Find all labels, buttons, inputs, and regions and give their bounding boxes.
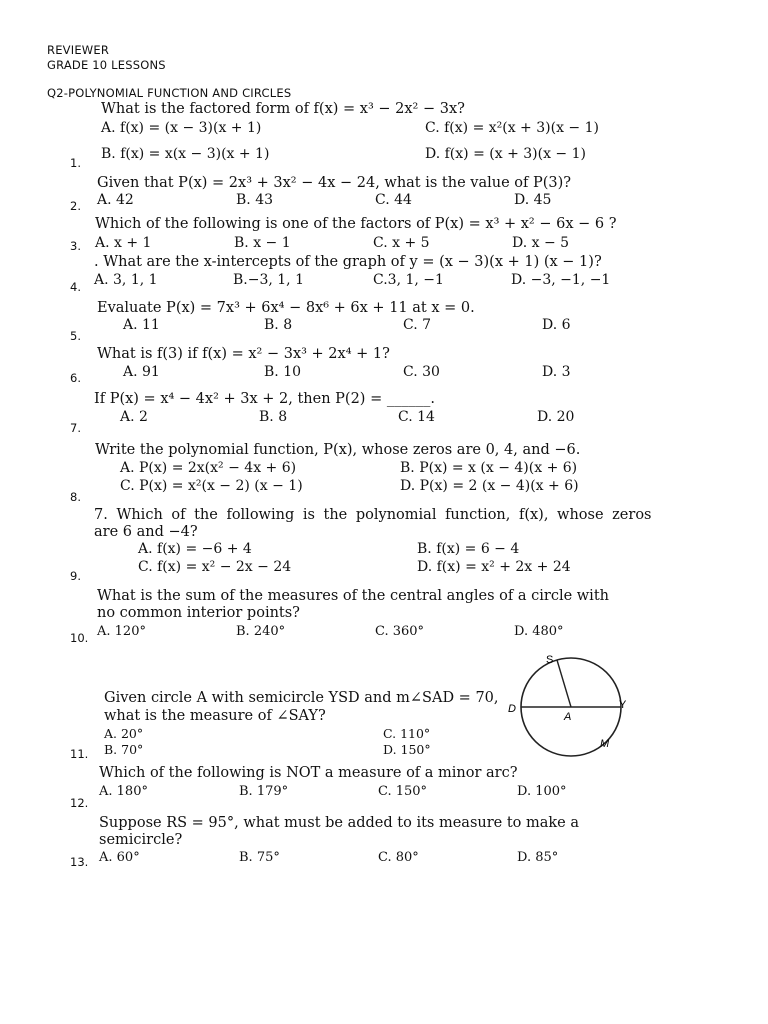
circle-figure <box>500 648 645 760</box>
q13-option-a: A. 60° <box>99 850 140 865</box>
q4-stem: . What are the x-intercepts of the graph of y = (x − 3)(x + 1) (x − 1)? <box>94 254 602 270</box>
q12-option-a: A. 180° <box>99 784 148 799</box>
q5-option-a: A. 11 <box>123 317 160 333</box>
header-grade: GRADE 10 LESSONS <box>47 58 166 72</box>
q10-option-c: C. 360° <box>375 624 425 639</box>
q1-option-a: A. f(x) = (x − 3)(x + 1) <box>101 120 262 136</box>
q5-option-c: C. 7 <box>403 317 432 333</box>
q10-stem: What is the sum of the measures of the central angles of a circle with <box>97 588 609 604</box>
q1-option-c: C. f(x) = x²(x + 3)(x − 1) <box>425 120 599 136</box>
q11-stem-cont: what is the measure of ∠SAY? <box>104 708 326 724</box>
q2-option-c: C. 44 <box>375 192 412 208</box>
q6-option-d: D. 3 <box>542 364 571 380</box>
q9-option-c: C. f(x) = x² − 2x − 24 <box>138 559 292 575</box>
q3-number: 3. <box>70 239 81 253</box>
q13-option-b: B. 75° <box>239 850 280 865</box>
q7-number: 7. <box>70 421 81 435</box>
q11-number: 11. <box>70 747 89 761</box>
q10-option-a: A. 120° <box>97 624 146 639</box>
q7-option-a: A. 2 <box>120 409 148 425</box>
q3-option-b: B. x − 1 <box>234 235 291 251</box>
q2-option-b: B. 43 <box>236 192 274 208</box>
q12-number: 12. <box>70 796 89 810</box>
q9-option-b: B. f(x) = 6 − 4 <box>417 541 520 557</box>
q2-option-d: D. 45 <box>514 192 552 208</box>
q11-option-d: D. 150° <box>383 742 431 757</box>
q3-option-c: C. x + 5 <box>373 235 430 251</box>
q5-number: 5. <box>70 329 81 343</box>
q6-option-c: C. 30 <box>403 364 440 380</box>
q10-number: 10. <box>70 631 89 645</box>
label-y: Y <box>619 699 627 711</box>
q8-stem: Write the polynomial function, P(x), whose zeros are 0, 4, and −6. <box>95 442 581 458</box>
q7-option-b: B. 8 <box>259 409 288 425</box>
q10-option-d: D. 480° <box>514 624 564 639</box>
q1-stem: What is the factored form of f(x) = x³ − 2x² − 3x? <box>101 101 465 117</box>
q3-stem: Which of the following is one of the factors of P(x) = x³ + x² − 6x − 6 ? <box>95 216 617 232</box>
q4-number: 4. <box>70 280 81 294</box>
q8-option-a: A. P(x) = 2x(x² − 4x + 6) <box>120 460 297 476</box>
q12-option-c: C. 150° <box>378 784 428 799</box>
q8-option-c: C. P(x) = x²(x − 2) (x − 1) <box>120 478 303 494</box>
q12-stem: Which of the following is NOT a measure of a minor arc? <box>99 765 518 781</box>
q9-option-a: A. f(x) = −6 + 4 <box>138 541 252 557</box>
q4-option-d: D. −3, −1, −1 <box>511 272 611 288</box>
q11-option-c: C. 110° <box>383 726 431 741</box>
q11-option-a: A. 20° <box>104 726 144 741</box>
q8-option-b: B. P(x) = x (x − 4)(x + 6) <box>400 460 578 476</box>
q8-number: 8. <box>70 490 81 504</box>
q12-option-b: B. 179° <box>239 784 289 799</box>
q13-number: 13. <box>70 855 89 869</box>
q13-stem: Suppose RS = 95°, what must be added to its measure to make a <box>99 815 580 831</box>
q6-option-a: A. 91 <box>123 364 160 380</box>
q8-option-d: D. P(x) = 2 (x − 4)(x + 6) <box>400 478 579 494</box>
q9-option-d: D. f(x) = x² + 2x + 24 <box>417 559 571 575</box>
q11-stem: Given circle A with semicircle YSD and m∠SAD = 70, <box>104 690 499 706</box>
q9-number: 9. <box>70 569 81 583</box>
q1-option-b: B. f(x) = x(x − 3)(x + 1) <box>101 146 270 162</box>
q1-option-d: D. f(x) = (x + 3)(x − 1) <box>425 146 586 162</box>
q7-stem: If P(x) = x⁴ − 4x² + 3x + 2, then P(2) = ______. <box>94 391 435 407</box>
radius-as <box>557 660 571 707</box>
header-topic: Q2-POLYNOMIAL FUNCTION AND CIRCLES <box>47 86 292 100</box>
q6-option-b: B. 10 <box>264 364 302 380</box>
label-a: A <box>564 711 572 723</box>
q3-option-a: A. x + 1 <box>95 235 152 251</box>
q11-option-b: B. 70° <box>104 742 144 757</box>
q2-number: 2. <box>70 199 81 213</box>
q4-option-c: C.3, 1, −1 <box>373 272 444 288</box>
label-s: S <box>546 654 554 666</box>
label-m: M <box>600 738 610 750</box>
q4-option-b: B.−3, 1, 1 <box>233 272 304 288</box>
q13-option-d: D. 85° <box>517 850 559 865</box>
q5-option-d: D. 6 <box>542 317 571 333</box>
q10-option-b: B. 240° <box>236 624 286 639</box>
q2-stem: Given that P(x) = 2x³ + 3x² − 4x − 24, what is the value of P(3)? <box>97 175 572 191</box>
q5-option-b: B. 8 <box>264 317 293 333</box>
q12-option-d: D. 100° <box>517 784 567 799</box>
q6-number: 6. <box>70 371 81 385</box>
q3-option-d: D. x − 5 <box>512 235 570 251</box>
q7-option-d: D. 20 <box>537 409 575 425</box>
q4-option-a: A. 3, 1, 1 <box>94 272 158 288</box>
q2-option-a: A. 42 <box>97 192 134 208</box>
q1-number: 1. <box>70 156 81 170</box>
q6-stem: What is f(3) if f(x) = x² − 3x³ + 2x⁴ + 1? <box>97 346 390 362</box>
q10-stem-cont: no common interior points? <box>97 605 300 621</box>
q7-option-c: C. 14 <box>398 409 435 425</box>
q9-stem-cont: are 6 and −4? <box>94 524 198 540</box>
q5-stem: Evaluate P(x) = 7x³ + 6x⁴ − 8x⁶ + 6x + 11 at x = 0. <box>97 300 475 316</box>
q13-option-c: C. 80° <box>378 850 419 865</box>
q13-stem-cont: semicircle? <box>99 832 183 848</box>
q9-stem: 7. Which of the following is the polynomial function, f(x), whose zeros <box>94 507 652 523</box>
header-reviewer: REVIEWER <box>47 43 110 57</box>
label-d: D <box>508 703 516 715</box>
